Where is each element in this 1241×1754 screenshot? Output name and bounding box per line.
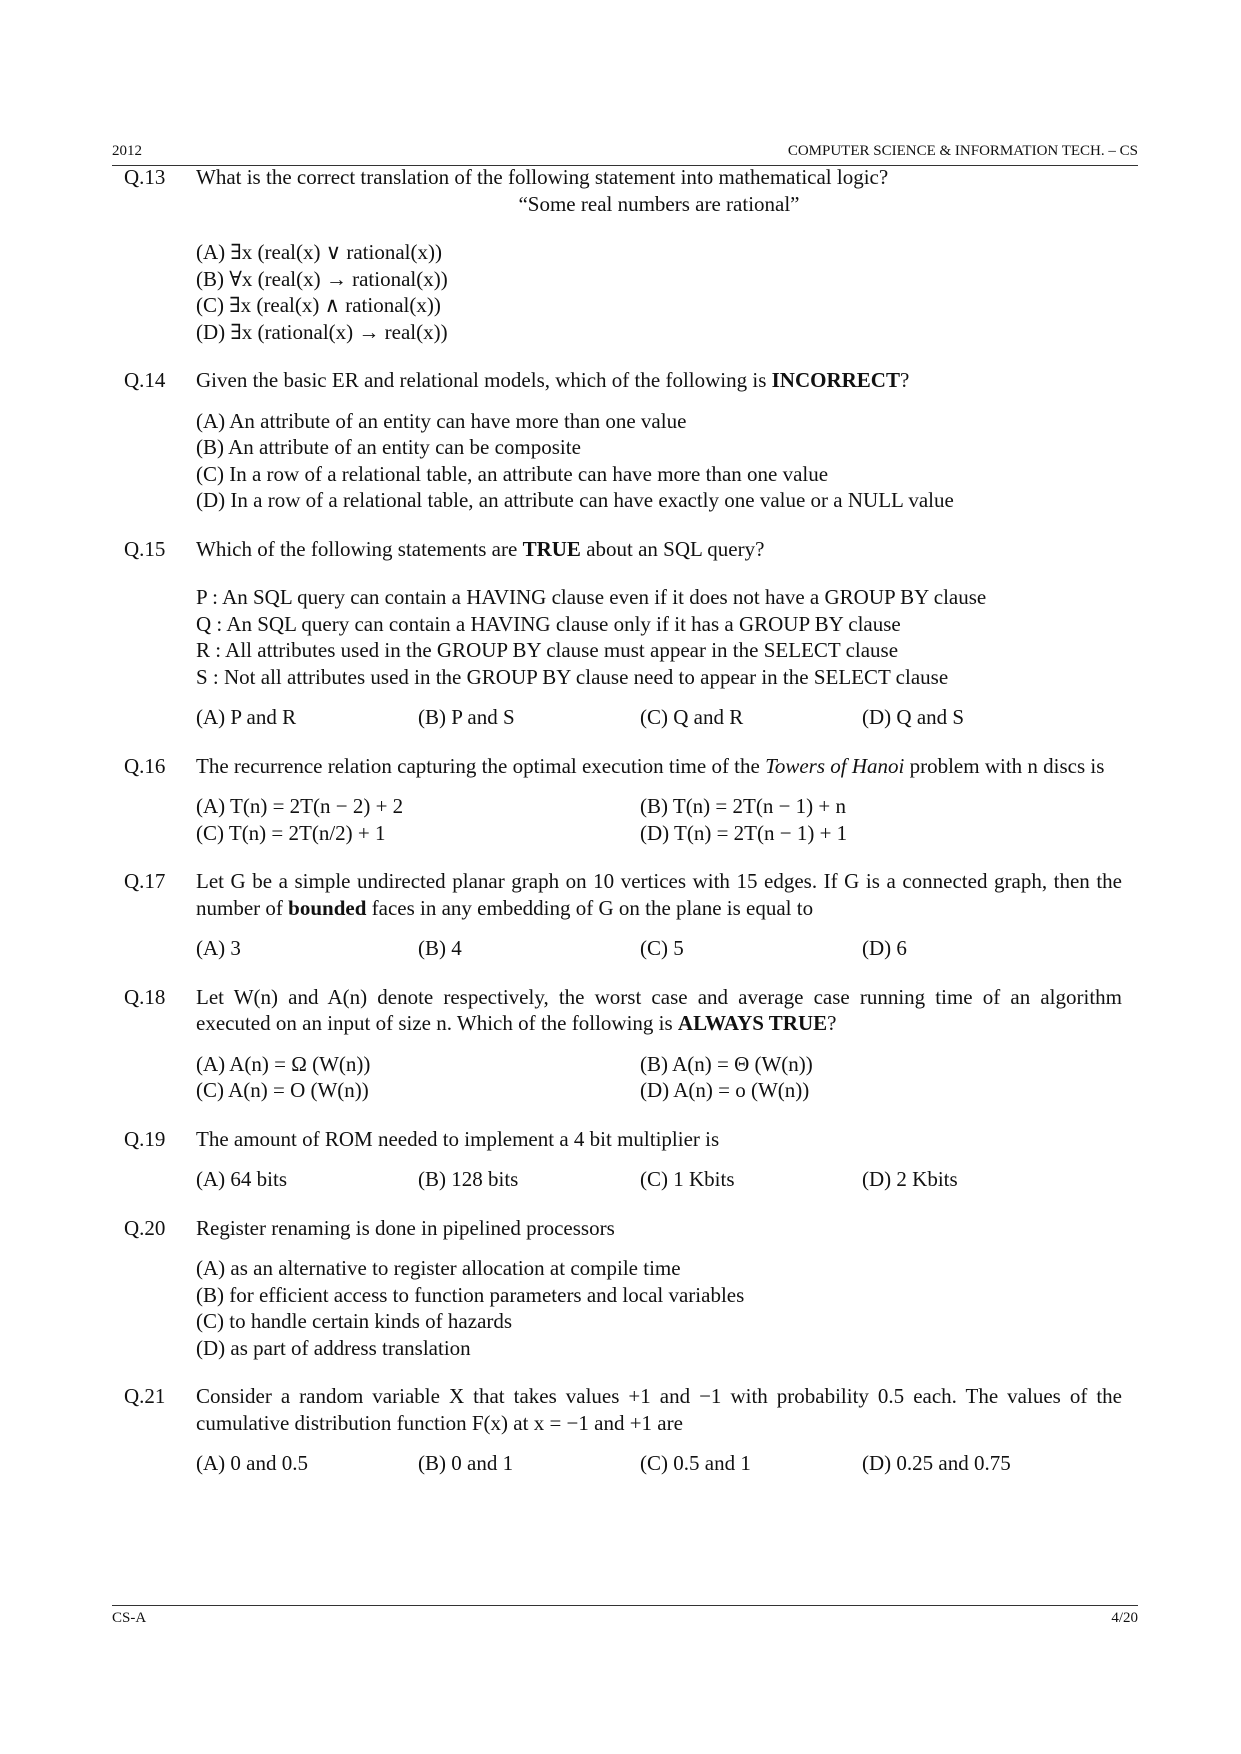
page-header — [112, 140, 1138, 166]
option-d: (D) T(n) = 2T(n − 1) + 1 — [640, 820, 848, 845]
options — [196, 239, 1122, 345]
question-17 — [112, 868, 1122, 962]
question-13 — [112, 164, 1122, 345]
page-footer — [112, 1605, 1138, 1630]
options — [196, 1051, 1122, 1104]
quoted-statement: “Some real numbers are rational” — [518, 191, 800, 216]
options — [196, 1450, 1122, 1477]
option-c: (C) Q and R — [640, 705, 744, 729]
option-d: (D) Q and S — [862, 705, 965, 729]
option-c: (C) 0.5 and 1 — [640, 1451, 751, 1475]
question-number: Q.20 — [124, 1215, 166, 1240]
option-a: (A) ∃x (real(x) ∨ rational(x)) — [196, 240, 442, 264]
paper-code: CS-A — [112, 1610, 147, 1626]
option-a: (A) 0 and 0.5 — [196, 1451, 308, 1475]
question-stem: The amount of ROM needed to implement a 4 bit multiplier is — [196, 1126, 720, 1151]
options — [196, 935, 1122, 962]
option-b: (B) for efficient access to function parameters and local variables — [196, 1282, 745, 1307]
option-c: (C) ∃x (real(x) ∧ rational(x)) — [196, 293, 441, 317]
question-number: Q.19 — [124, 1126, 166, 1151]
option-b: (B) ∀x (real(x) → rational(x)) — [196, 266, 448, 291]
option-c: (C) 1 Kbits — [640, 1167, 735, 1191]
option-d: (D) In a row of a relational table, an attribute can have exactly one value or a NULL value — [196, 488, 954, 512]
options — [196, 408, 1122, 514]
options — [196, 704, 1122, 731]
question-stem: What is the correct translation of the following statement into mathematical logic? — [196, 165, 889, 189]
option-b: (B) An attribute of an entity can be composite — [196, 435, 581, 459]
question-stem: Let W(n) and A(n) denote respectively, the worst case and average case running time of an algorithm executed on an input of size n. Which of the following is ALWAYS TRUE? — [196, 984, 1122, 1035]
question-stem: Register renaming is done in pipelined processors — [196, 1215, 615, 1240]
option-a: (A) 64 bits — [196, 1167, 287, 1191]
option-b: (B) A(n) = Θ (W(n)) — [640, 1051, 813, 1076]
exam-year: 2012 — [112, 143, 142, 159]
option-b: (B) T(n) = 2T(n − 1) + n — [640, 794, 847, 818]
option-c: (C) 5 — [640, 936, 684, 960]
option-c: (C) In a row of a relational table, an attribute can have more than one value — [196, 461, 829, 486]
exam-subject: COMPUTER SCIENCE & INFORMATION TECH. – CS — [787, 143, 1138, 159]
question-list — [112, 164, 1122, 1499]
option-d: (D) as part of address translation — [196, 1335, 471, 1360]
options — [196, 793, 1122, 846]
question-19 — [112, 1126, 1122, 1193]
question-number: Q.15 — [124, 536, 166, 561]
question-21 — [112, 1383, 1122, 1477]
question-stem: The recurrence relation capturing the optimal execution time of the Towers of Hanoi problem with n discs is — [196, 753, 1105, 778]
option-b: (B) 4 — [418, 936, 462, 960]
option-d: (D) ∃x (rational(x) → real(x)) — [196, 319, 448, 344]
statement-p: P : An SQL query can contain a HAVING clause even if it does not have a GROUP BY clause — [196, 585, 987, 609]
question-stem: Given the basic ER and relational models, which of the following is INCORRECT? — [196, 368, 910, 392]
options — [196, 1255, 1122, 1361]
option-d: (D) 2 Kbits — [862, 1167, 958, 1191]
question-number: Q.16 — [124, 753, 166, 778]
option-a: (A) 3 — [196, 936, 241, 960]
option-c: (C) T(n) = 2T(n/2) + 1 — [196, 820, 386, 845]
option-d: (D) 0.25 and 0.75 — [862, 1451, 1011, 1475]
options — [196, 1166, 1122, 1193]
option-b: (B) 0 and 1 — [418, 1451, 514, 1475]
statement-q: Q : An SQL query can contain a HAVING clause only if it has a GROUP BY clause — [196, 611, 901, 636]
statement-s: S : Not all attributes used in the GROUP BY clause need to appear in the SELECT clause — [196, 664, 949, 689]
option-d: (D) 6 — [862, 936, 907, 960]
question-number: Q.17 — [124, 869, 166, 893]
question-number: Q.14 — [124, 368, 166, 392]
option-a: (A) P and R — [196, 705, 297, 729]
question-stem: Let G be a simple undirected planar graph on 10 vertices with 15 edges. If G is a connected graph, then the number of bounded faces in any embedding of G on the plane is equal to — [196, 869, 1122, 920]
option-c: (C) to handle certain kinds of hazards — [196, 1309, 513, 1333]
question-number: Q.18 — [124, 984, 166, 1009]
question-20 — [112, 1215, 1122, 1362]
option-d: (D) A(n) = o (W(n)) — [640, 1078, 810, 1102]
question-number: Q.13 — [124, 165, 166, 189]
question-16 — [112, 753, 1122, 847]
question-stem: Which of the following statements are TRUE about an SQL query? — [196, 536, 765, 561]
option-b: (B) P and S — [418, 705, 515, 729]
question-14 — [112, 367, 1122, 514]
option-b: (B) 128 bits — [418, 1167, 519, 1191]
option-c: (C) A(n) = O (W(n)) — [196, 1078, 369, 1102]
statement-r: R : All attributes used in the GROUP BY clause must appear in the SELECT clause — [196, 638, 899, 662]
option-a: (A) An attribute of an entity can have more than one value — [196, 408, 687, 433]
option-a: (A) as an alternative to register allocation at compile time — [196, 1256, 681, 1280]
question-15 — [112, 536, 1122, 731]
statements — [196, 584, 1122, 690]
question-stem: Consider a random variable X that takes values +1 and −1 with probability 0.5 each. The values of the cumulative distribution function F(x) at x = −1 and +1 are — [196, 1384, 1122, 1435]
option-a: (A) T(n) = 2T(n − 2) + 2 — [196, 794, 404, 818]
question-18 — [112, 984, 1122, 1104]
page-number: 4/20 — [1111, 1610, 1138, 1626]
question-number: Q.21 — [124, 1384, 166, 1408]
option-a: (A) A(n) = Ω (W(n)) — [196, 1051, 371, 1076]
